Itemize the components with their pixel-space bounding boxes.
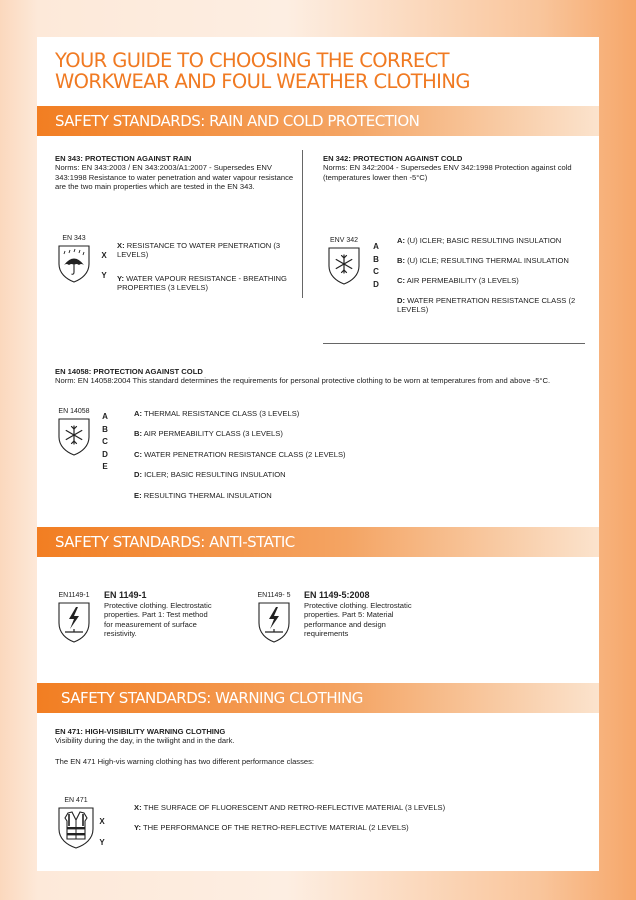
en343-letter-x: X — [101, 251, 107, 260]
en471-description — [55, 727, 575, 766]
en342-item-a: A: (U) ICLER; BASIC RESULTING INSULATION — [397, 236, 562, 245]
en14058-heading: EN 14058: PROTECTION AGAINST COLD — [55, 367, 203, 376]
en1149-5-badge-label: EN1149- 5 — [257, 592, 291, 599]
en342-letters — [371, 241, 381, 291]
snowflake-icon — [56, 408, 92, 456]
guide-page — [37, 37, 599, 871]
en1149-1-description — [104, 591, 214, 638]
en1149-5-description — [304, 591, 414, 638]
en342-letter-c: C — [373, 267, 379, 277]
en1149-1-badge-label: EN1149-1 — [58, 592, 90, 599]
en342-letter-d: D — [373, 279, 379, 289]
en14058-item-d: D: ICLER; BASIC RESULTING INSULATION — [134, 470, 286, 479]
en343-item-x: X: RESISTANCE TO WATER PENETRATION (3 LEVELS) — [117, 241, 281, 260]
en342-description — [323, 154, 585, 182]
en471-item-y: Y: THE PERFORMANCE OF THE RETRO-REFLECTIVE MATERIAL (2 LEVELS) — [134, 823, 409, 832]
en14058-item-a: A: THERMAL RESISTANCE CLASS (3 LEVELS) — [134, 409, 300, 418]
en14058-letters — [100, 411, 110, 474]
en14058-item-e: E: RESULTING THERMAL INSULATION — [134, 491, 272, 500]
column-divider — [302, 150, 303, 298]
en471-line-2: The EN 471 High-vis warning clothing has two different performance classes: — [55, 756, 315, 766]
en343-text: Norms: EN 343:2003 / EN 343:2003/A1:2007 - Supersedes ENV 343:1998 Resistance to water penetration and water vapour resistance are the two main properties which are tested in the EN 343. — [55, 163, 294, 192]
en342-item-b: B: (U) ICLE; RESULTING THERMAL INSULATION — [397, 256, 569, 265]
en471-letters — [97, 811, 107, 853]
en342-letter-b: B — [373, 254, 379, 264]
en343-letter-y: Y — [101, 271, 107, 280]
en471-letter-y: Y — [99, 838, 105, 847]
electrostatic-icon — [256, 592, 292, 644]
section-divider — [323, 343, 585, 344]
en343-heading: EN 343: PROTECTION AGAINST RAIN — [55, 154, 192, 163]
en343-description — [55, 154, 295, 192]
en14058-item-c: C: WATER PENETRATION RESISTANCE CLASS (2 LEVELS) — [134, 450, 346, 459]
en14058-description — [55, 367, 575, 386]
en14058-letter-e: E — [102, 462, 108, 472]
en343-badge-label: EN 343 — [62, 235, 86, 242]
banner-rain-cold — [37, 106, 599, 136]
en14058-letter-d: D — [102, 449, 108, 459]
banner-anti-static — [37, 527, 599, 557]
en471-line-1: Visibility during the day, in the twilight and in the dark. — [55, 736, 235, 746]
en343-letters — [99, 246, 109, 286]
en343-item-y: Y: WATER VAPOUR RESISTANCE - BREATHING PROPERTIES (3 LEVELS) — [117, 274, 287, 293]
en342-text: Norms: EN 342:2004 - Supersedes ENV 342:1998 Protection against cold (temperatures lower then -5°C) — [323, 163, 572, 182]
en342-item-c: C: AIR PERMEABILITY (3 LEVELS) — [397, 276, 519, 285]
page-title-line-2: WORKWEAR AND FOUL WEATHER CLOTHING — [55, 70, 470, 93]
en14058-badge-label: EN 14058 — [58, 408, 90, 415]
en342-letter-a: A — [373, 242, 379, 251]
en342-badge-label: ENV 342 — [329, 237, 359, 244]
page-title-line-1: YOUR GUIDE TO CHOOSING THE CORRECT — [55, 49, 449, 72]
en471-badge-label: EN 471 — [64, 797, 88, 804]
en343-badge — [56, 235, 92, 283]
en14058-text: Norm: EN 14058:2004 This standard determines the requirements for personal protective clothing to be worn at temperatures from and above -5°C. — [55, 376, 551, 386]
en471-item-x: X: THE SURFACE OF FLUORESCENT AND RETRO-REFLECTIVE MATERIAL (3 LEVELS) — [134, 803, 446, 812]
en1149-5-badge — [256, 592, 292, 644]
en14058-badge — [56, 408, 92, 456]
en1149-1-text: Protective clothing. Electrostatic properties. Part 1: Test method for measurement of surface resistivity. — [104, 601, 212, 638]
en14058-letter-c: C — [102, 437, 108, 447]
en1149-1-badge — [56, 592, 92, 644]
en342-item-d: D: WATER PENETRATION RESISTANCE CLASS (2 LEVELS) — [397, 296, 576, 315]
electrostatic-icon — [56, 592, 92, 644]
banner-warning-clothing-label: SAFETY STANDARDS: WARNING CLOTHING — [61, 689, 363, 707]
en1149-1-title: EN 1149-1 — [104, 590, 147, 600]
snowflake-icon — [326, 237, 362, 285]
banner-anti-static-label: SAFETY STANDARDS: ANTI-STATIC — [55, 533, 295, 551]
en471-letter-x: X — [99, 817, 105, 826]
en1149-5-title: EN 1149-5:2008 — [304, 590, 370, 600]
page-title — [55, 50, 585, 92]
banner-rain-cold-label: SAFETY STANDARDS: RAIN AND COLD PROTECTION — [55, 112, 420, 130]
en14058-item-b: B: AIR PERMEABILITY CLASS (3 LEVELS) — [134, 429, 283, 438]
en471-badge — [56, 797, 96, 849]
en14058-letter-a: A — [102, 412, 108, 421]
hi-vis-vest-icon — [56, 797, 96, 849]
en342-badge — [326, 237, 362, 285]
umbrella-rain-icon — [56, 235, 92, 283]
banner-warning-clothing — [37, 683, 599, 713]
en14058-letter-b: B — [102, 424, 108, 434]
en1149-5-text: Protective clothing. Electrostatic properties. Part 5: Material performance and design requirements — [304, 601, 412, 638]
en342-heading: EN 342: PROTECTION AGAINST COLD — [323, 154, 463, 163]
en471-heading: EN 471: HIGH-VISIBILITY WARNING CLOTHING — [55, 727, 226, 736]
